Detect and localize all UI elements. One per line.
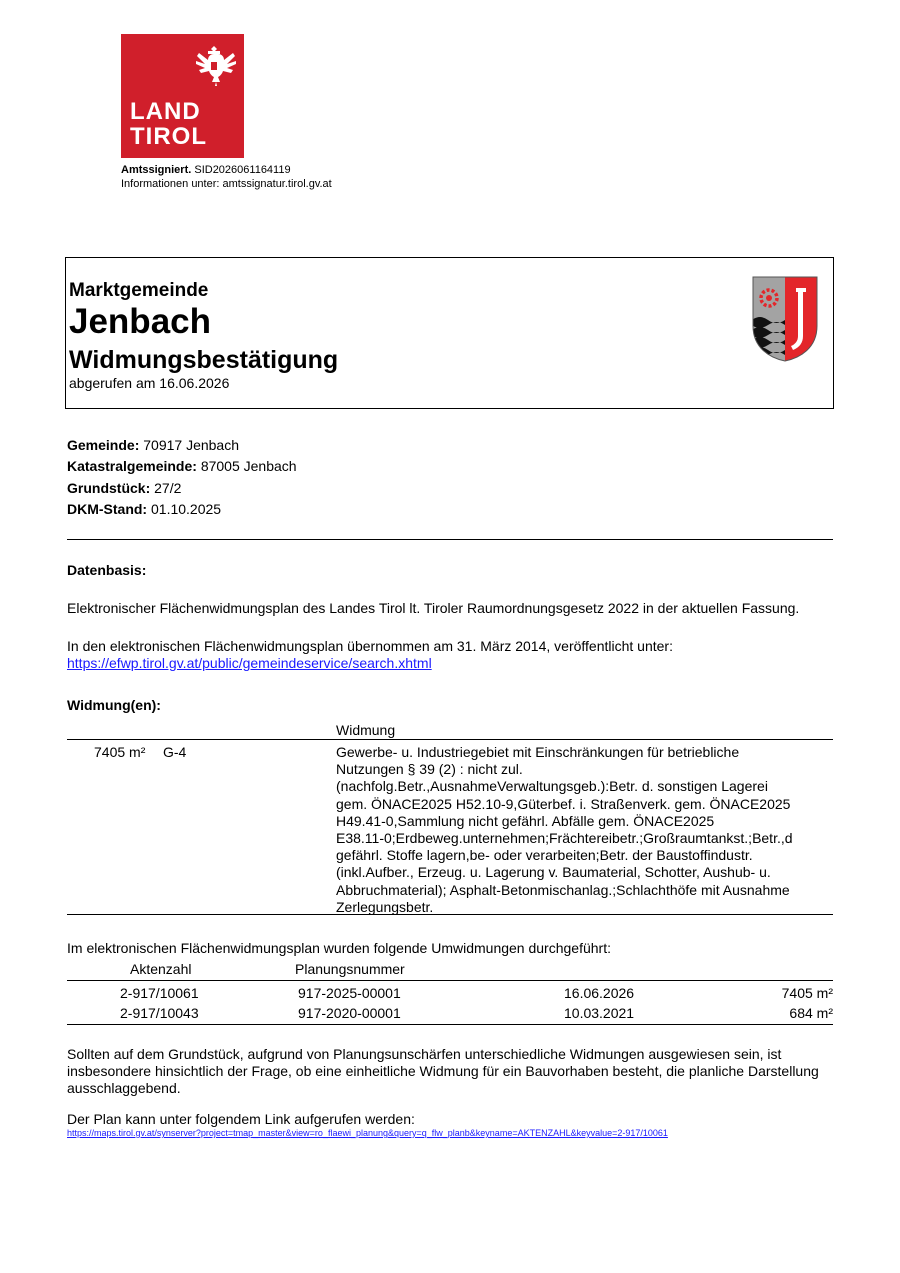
umwidmungen-intro: Im elektronischen Flächenwidmungsplan wurden folgende Umwidmungen durchgeführt: <box>67 940 611 956</box>
signature-block <box>121 163 332 191</box>
jenbach-coat-of-arms-icon <box>752 276 818 362</box>
land-tirol-logo <box>121 34 244 158</box>
municipality-name: Jenbach <box>69 302 211 341</box>
municipality-type: Marktgemeinde <box>69 280 209 301</box>
divider <box>67 539 833 540</box>
umwidmung-planungsnummer: 917-2025-00001 <box>298 985 401 1001</box>
umwidmung-date: 10.03.2021 <box>564 1005 635 1021</box>
umwidmung-date: 16.06.2026 <box>564 985 635 1001</box>
header-box <box>65 257 834 409</box>
umwidmung-planungsnummer: 917-2020-00001 <box>298 1005 401 1021</box>
info-grundstueck: Grundstück: 27/2 <box>67 480 182 496</box>
efwp-link[interactable]: https://efwp.tirol.gv.at/public/gemeindeservice/search.xhtml <box>67 655 432 671</box>
plan-link-intro: Der Plan kann unter folgendem Link aufgerufen werden: <box>67 1111 415 1127</box>
umwidmung-area: 684 m² <box>789 1005 833 1021</box>
widmung-code: G-4 <box>163 744 187 760</box>
signature-info: Informationen unter: amtssignatur.tirol.gv.at <box>121 178 332 190</box>
widmung-area: 7405 m² <box>94 744 146 760</box>
widmung-description: Gewerbe- u. Industriegebiet mit Einschränkungen für betriebliche Nutzungen § 39 (2) : nicht zul. (nachfolg.Betr.,AusnahmeVerwaltungsgeb.):Betr. d. sonstigen Lagerei gem. ÖNACE2025 H52.10-9,Güterbef. i. Straßenverk. gem. ÖNACE2025 H49.41-0,Sammlung nicht gefährl. Abfälle gem. ÖNACE2025 E38.11-0;Erdbeweg.unternehmen;Frächtereibetr.;Großraumtankst.;Betr.,d gefährl. Stoffe lagern,be- oder verarbeiten;Betr. der Baustoffindustr. (inkl.Aufber., Erzeug. u. Lagerung v. Baumaterial, Schotter, Aushub- u. Abbruchmaterial); Asphalt-Betonmischanlag.;Schlachthöfe mit Ausnahme Zerlegungsbetr. <box>336 744 793 915</box>
widmungen-heading: Widmung(en): <box>67 697 161 713</box>
info-dkm-stand: DKM-Stand: 01.10.2025 <box>67 501 222 517</box>
col-planungsnummer: Planungsnummer <box>295 961 405 977</box>
datenbasis-published: In den elektronischen Flächenwidmungsplan übernommen am 31. März 2014, veröffentlicht unter: <box>67 638 673 654</box>
signature-id: SID2026061164119 <box>191 164 291 176</box>
umwidmung-aktenzahl: 2-917/10061 <box>120 985 199 1001</box>
document-title: Widmungsbestätigung <box>69 346 339 374</box>
datenbasis-text: Elektronischer Flächenwidmungsplan des Landes Tirol lt. Tiroler Raumordnungsgesetz 2022 in der aktuellen Fassung. <box>67 600 800 616</box>
signature-label: Amtssigniert. <box>121 164 192 176</box>
disclaimer-text: Sollten auf dem Grundstück, aufgrund von Planungsunschärfen unterschiedliche Widmungen ausgewiesen sein, ist insbesondere hinsichtlich der Frage, ob eine einheitliche Widmung für ein Bauvorhaben besteht, die planliche Darstellung ausschlaggebend. <box>67 1046 819 1096</box>
retrieved-date: abgerufen am 16.06.2026 <box>69 375 230 391</box>
tirol-eagle-icon <box>191 42 237 88</box>
info-katastralgemeinde: Katastralgemeinde: 87005 Jenbach <box>67 458 297 474</box>
widmung-column-header: Widmung <box>336 722 396 738</box>
logo-text-tirol: TIROL <box>130 123 207 150</box>
umwidmung-table-top-rule <box>67 980 833 981</box>
widmung-table-bottom-rule <box>67 914 833 915</box>
umwidmung-aktenzahl: 2-917/10043 <box>120 1005 199 1021</box>
widmung-table-top-rule <box>67 739 833 740</box>
datenbasis-heading: Datenbasis: <box>67 562 147 578</box>
col-aktenzahl: Aktenzahl <box>130 961 192 977</box>
plan-link[interactable]: https://maps.tirol.gv.at/synserver?project=tmap_master&view=ro_flaewi_planung&query=q_flw_planb&keyname=AKTENZAHL&keyvalue=2-917/10061 <box>67 1128 668 1138</box>
umwidmung-area: 7405 m² <box>781 985 833 1001</box>
info-gemeinde: Gemeinde: 70917 Jenbach <box>67 437 239 453</box>
umwidmung-table-bottom-rule <box>67 1024 833 1025</box>
logo-text-land: LAND <box>130 98 201 125</box>
